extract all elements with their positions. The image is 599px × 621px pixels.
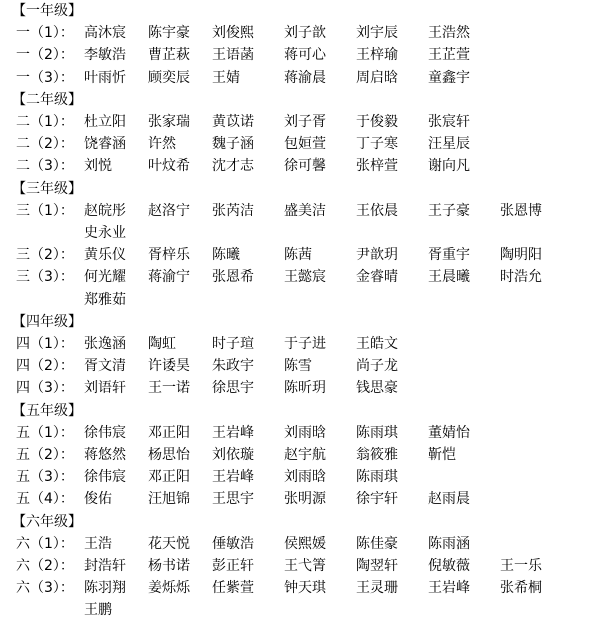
student-name: 王一诺 xyxy=(148,380,190,397)
class-row-continuation xyxy=(0,222,599,244)
student-name: 沈才志 xyxy=(212,158,254,175)
student-name: 王鹏 xyxy=(84,602,112,619)
student-name: 陈宇豪 xyxy=(148,25,190,42)
student-name: 刘子歆 xyxy=(284,25,326,42)
student-name: 曹芷萩 xyxy=(148,47,190,64)
student-name: 叶炆希 xyxy=(148,158,190,175)
student-name: 陈雪 xyxy=(284,358,312,375)
student-name: 陈雨琪 xyxy=(356,424,398,441)
class-row xyxy=(0,200,599,222)
class-row xyxy=(0,155,599,177)
student-name: 胥梓乐 xyxy=(148,247,190,264)
class-row xyxy=(0,466,599,488)
student-name: 许然 xyxy=(148,136,176,153)
student-name: 何光耀 xyxy=(84,269,126,286)
student-name: 胥重宇 xyxy=(428,247,470,264)
student-name: 翁筱雅 xyxy=(356,447,398,463)
class-label: 四（3）： xyxy=(16,380,74,397)
student-name: 钟天琪 xyxy=(284,580,326,597)
class-row xyxy=(0,266,599,288)
student-name: 谢向凡 xyxy=(428,158,470,175)
student-name: 杨思怡 xyxy=(148,447,190,463)
student-name: 周启晗 xyxy=(356,69,398,86)
student-name: 许诿昊 xyxy=(148,358,190,375)
class-label: 四（2）： xyxy=(16,358,74,375)
student-name: 汪星辰 xyxy=(428,136,470,153)
student-name: 倪敏薇 xyxy=(428,558,470,574)
student-name: 张宸轩 xyxy=(428,114,470,130)
class-row xyxy=(0,577,599,599)
student-name: 侯熙媛 xyxy=(284,535,326,552)
student-name: 蒋可心 xyxy=(284,47,326,64)
student-name: 陈曦 xyxy=(212,247,240,264)
student-name: 刘宇辰 xyxy=(356,25,398,42)
student-name: 童鑫宇 xyxy=(428,69,470,86)
student-name: 王岩峰 xyxy=(212,469,254,486)
student-name: 王灵珊 xyxy=(356,580,398,597)
student-name: 徐伟宸 xyxy=(84,424,126,441)
student-name: 陈羽翔 xyxy=(84,580,126,597)
student-name: 董婧怡 xyxy=(428,424,470,441)
class-row xyxy=(0,333,599,355)
class-label: 二（1）： xyxy=(16,114,74,130)
grade-heading-row xyxy=(0,511,599,533)
student-name: 盛美洁 xyxy=(284,202,326,219)
grade-title: 【六年级】 xyxy=(12,513,82,530)
class-label: 五（3）： xyxy=(16,469,74,486)
class-row xyxy=(0,133,599,155)
student-name: 陶翌轩 xyxy=(356,558,398,574)
class-label: 五（2）： xyxy=(16,447,74,463)
grade-title: 【五年级】 xyxy=(12,402,82,419)
student-name: 张恩博 xyxy=(500,202,542,219)
grade-heading-row xyxy=(0,89,599,111)
student-name: 封浩轩 xyxy=(84,558,126,574)
class-label: 二（2）： xyxy=(16,136,74,153)
student-name: 徐伟宸 xyxy=(84,469,126,486)
class-label: 三（2）： xyxy=(16,247,74,264)
student-name: 陈昕玥 xyxy=(284,380,326,397)
student-name: 王思宇 xyxy=(212,491,254,508)
student-name: 陈茜 xyxy=(284,247,312,264)
class-label: 二（3）： xyxy=(16,158,74,175)
student-name: 赵宇航 xyxy=(284,447,326,463)
student-name: 陶虹 xyxy=(148,336,176,352)
class-label: 六（1）： xyxy=(16,535,74,552)
student-name: 王浩然 xyxy=(428,25,470,42)
student-name: 徐思宇 xyxy=(212,380,254,397)
student-name: 钱思豪 xyxy=(356,380,398,397)
student-name: 王一乐 xyxy=(500,558,542,574)
student-name: 张逸涵 xyxy=(84,336,126,352)
student-name: 王弋箐 xyxy=(284,558,326,574)
student-name: 时浩允 xyxy=(500,269,542,286)
student-name: 包姮萱 xyxy=(284,136,326,153)
student-name: 赵洛宁 xyxy=(148,202,190,219)
student-name: 刘语轩 xyxy=(84,380,126,397)
student-name: 倕敏浩 xyxy=(212,535,254,552)
class-row xyxy=(0,44,599,66)
student-name: 王晨曦 xyxy=(428,269,470,286)
student-name: 王婧 xyxy=(212,69,240,86)
student-name: 杜立阳 xyxy=(84,114,126,130)
grade-heading-row xyxy=(0,0,599,22)
class-row xyxy=(0,111,599,133)
student-name: 王浩 xyxy=(84,535,112,552)
student-name: 叶雨忻 xyxy=(84,69,126,86)
student-name: 王依晨 xyxy=(356,202,398,219)
class-row xyxy=(0,22,599,44)
student-name: 顾奕辰 xyxy=(148,69,190,86)
student-name: 王岩峰 xyxy=(428,580,470,597)
class-row-continuation xyxy=(0,289,599,311)
student-name: 胥文清 xyxy=(84,358,126,375)
grade-title: 【四年级】 xyxy=(12,313,82,330)
student-name: 张梓萱 xyxy=(356,158,398,175)
grade-title: 【二年级】 xyxy=(12,91,82,108)
student-name: 邓正阳 xyxy=(148,469,190,486)
class-row xyxy=(0,67,599,89)
class-label: 三（3）： xyxy=(16,269,74,286)
class-label: 三（1）： xyxy=(16,202,74,219)
student-name: 花天悦 xyxy=(148,535,190,552)
student-name: 黄乐仪 xyxy=(84,247,126,264)
class-label: 六（3）： xyxy=(16,580,74,597)
student-name: 王懿宸 xyxy=(284,269,326,286)
student-name: 靳恺 xyxy=(428,447,456,463)
student-name: 汪旭锦 xyxy=(148,491,190,508)
student-name: 陈雨琪 xyxy=(356,469,398,486)
student-name: 饶睿涵 xyxy=(84,136,126,153)
class-label: 六（2）： xyxy=(16,558,74,574)
class-label: 一（3）： xyxy=(16,69,74,86)
student-name: 刘雨晗 xyxy=(284,424,326,441)
student-name: 王语菡 xyxy=(212,47,254,64)
class-row xyxy=(0,444,599,466)
class-row xyxy=(0,488,599,510)
student-name: 金睿晴 xyxy=(356,269,398,286)
student-name: 李敏浩 xyxy=(84,47,126,64)
student-name: 朱政宇 xyxy=(212,358,254,375)
student-name: 于俊毅 xyxy=(356,114,398,130)
student-name: 邓正阳 xyxy=(148,424,190,441)
student-name: 赵雨晨 xyxy=(428,491,470,508)
class-row xyxy=(0,244,599,266)
student-name: 丁子寒 xyxy=(356,136,398,153)
class-row xyxy=(0,377,599,399)
class-row xyxy=(0,555,599,577)
student-name: 俊佑 xyxy=(84,491,112,508)
class-row xyxy=(0,422,599,444)
student-name: 杨书诺 xyxy=(148,558,190,574)
student-name: 刘悦 xyxy=(84,158,112,175)
student-name: 彭正轩 xyxy=(212,558,254,574)
student-name: 尚子龙 xyxy=(356,358,398,375)
student-name: 刘俊熙 xyxy=(212,25,254,42)
student-name: 时子瑄 xyxy=(212,336,254,352)
student-name: 刘依璇 xyxy=(212,447,254,463)
class-label: 五（1）： xyxy=(16,424,74,441)
student-name: 王梓瑜 xyxy=(356,47,398,64)
student-name: 王芷萱 xyxy=(428,47,470,64)
student-name: 王子豪 xyxy=(428,202,470,219)
student-name: 徐宇轩 xyxy=(356,491,398,508)
student-name: 张明源 xyxy=(284,491,326,508)
student-name: 蒋渝晨 xyxy=(284,69,326,86)
class-row xyxy=(0,533,599,555)
class-row-continuation xyxy=(0,599,599,621)
student-name: 任紫萱 xyxy=(212,580,254,597)
grade-title: 【三年级】 xyxy=(12,180,82,197)
student-name: 张希桐 xyxy=(500,580,542,597)
student-name: 赵皖彤 xyxy=(84,202,126,219)
student-name: 郑雅茹 xyxy=(84,291,126,308)
student-name: 徐可馨 xyxy=(284,158,326,175)
student-name: 张芮洁 xyxy=(212,202,254,219)
student-name: 张恩希 xyxy=(212,269,254,286)
student-name: 史永业 xyxy=(84,225,126,241)
grade-heading-row xyxy=(0,400,599,422)
student-name: 魏子涵 xyxy=(212,136,254,153)
student-name: 刘子胥 xyxy=(284,114,326,130)
student-name: 张家瑞 xyxy=(148,114,190,130)
student-name: 高沐宸 xyxy=(84,25,126,42)
class-row xyxy=(0,355,599,377)
grade-title: 【一年级】 xyxy=(12,3,82,19)
student-name: 于子进 xyxy=(284,336,326,352)
student-name: 蒋悠然 xyxy=(84,447,126,463)
student-name: 王岩峰 xyxy=(212,424,254,441)
class-label: 一（1）： xyxy=(16,25,74,42)
student-name: 刘雨晗 xyxy=(284,469,326,486)
grade-heading-row xyxy=(0,311,599,333)
student-name: 陈佳豪 xyxy=(356,535,398,552)
class-label: 四（1）： xyxy=(16,336,74,352)
class-label: 五（4）： xyxy=(16,491,74,508)
student-name: 尹歆玥 xyxy=(356,247,398,264)
student-name: 王皓文 xyxy=(356,336,398,352)
student-name: 黄苡诺 xyxy=(212,114,254,130)
class-label: 一（2）： xyxy=(16,47,74,64)
student-name: 姜烁烁 xyxy=(148,580,190,597)
student-name: 蒋渝宁 xyxy=(148,269,190,286)
student-name: 陈雨涵 xyxy=(428,535,470,552)
student-name: 陶明阳 xyxy=(500,247,542,264)
grade-heading-row xyxy=(0,178,599,200)
